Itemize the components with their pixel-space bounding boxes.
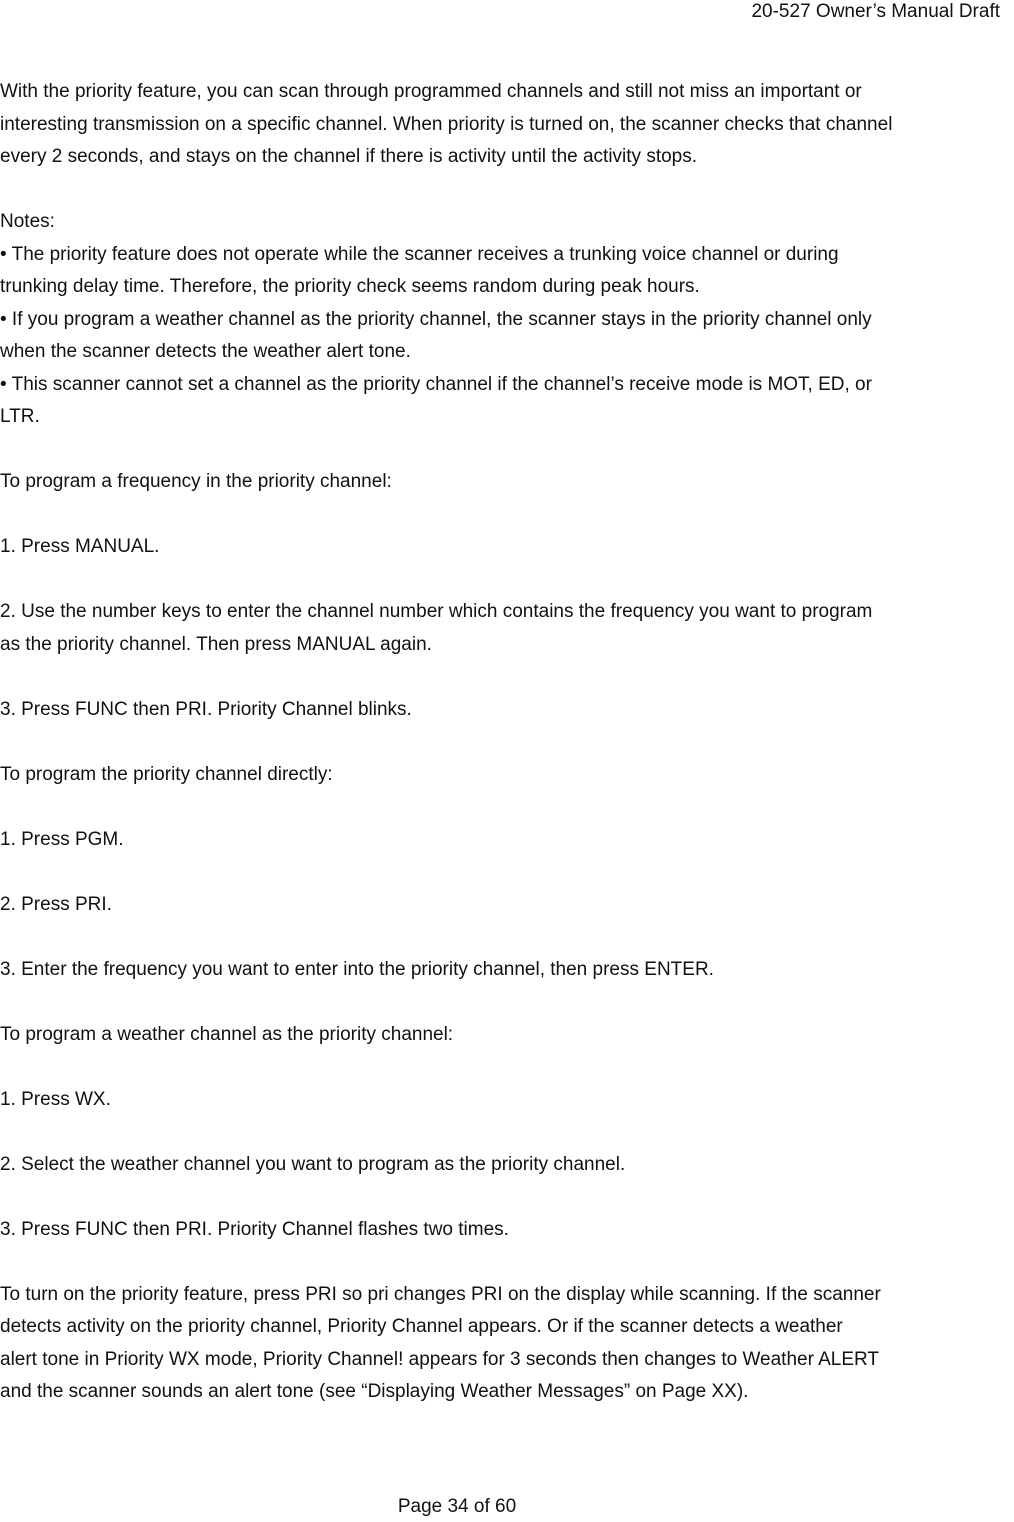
program-direct-step-2: 2. Press PRI. xyxy=(0,893,112,915)
spacer xyxy=(0,921,1012,954)
program-frequency-step-3: 3. Press FUNC then PRI. Priority Channel blinks. xyxy=(0,698,412,720)
turn-on-line-1: To turn on the priority feature, press PRI so pri changes PRI on the display while scanning. If the scanner xyxy=(0,1283,881,1305)
spacer xyxy=(0,1246,1012,1279)
program-frequency-step-1: 1. Press MANUAL. xyxy=(0,536,160,557)
note-3-line-1: • This scanner cannot set a channel as the priority channel if the channel’s receive mode is MOT, ED, or xyxy=(0,373,872,395)
spacer xyxy=(0,499,1012,532)
note-2-line-2: when the scanner detects the weather alert tone. xyxy=(0,341,411,362)
spacer xyxy=(0,661,1012,694)
note-1-line-1: • The priority feature does not operate while the scanner receives a trunking voice channel or during xyxy=(0,243,839,265)
document-header-title: 20-527 Owner’s Manual Draft xyxy=(751,1,1000,22)
spacer xyxy=(0,1051,1012,1084)
program-frequency-step-2-line-2: as the priority channel. Then press MANUAL again. xyxy=(0,633,432,655)
notes-heading: Notes: xyxy=(0,211,55,232)
note-2-line-1: • If you program a weather channel as the priority channel, the scanner stays in the priority channel only xyxy=(0,308,872,330)
spacer xyxy=(0,1181,1012,1214)
program-direct-heading: To program the priority channel directly: xyxy=(0,763,333,785)
program-direct-step-3: 3. Enter the frequency you want to enter into the priority channel, then press ENTER. xyxy=(0,958,714,980)
program-weather-heading: To program a weather channel as the priority channel: xyxy=(0,1023,454,1045)
program-direct-step-1: 1. Press PGM. xyxy=(0,828,124,850)
program-frequency-step-2-line-1: 2. Use the number keys to enter the channel number which contains the frequency you want to program xyxy=(0,601,873,622)
manual-body xyxy=(0,76,1012,1409)
turn-on-line-4: and the scanner sounds an alert tone (see “Displaying Weather Messages” on Page XX). xyxy=(0,1381,749,1402)
note-1-line-2: trunking delay time. Therefore, the priority check seems random during peak hours. xyxy=(0,276,700,297)
spacer xyxy=(0,856,1012,889)
page-number: Page 34 of 60 xyxy=(397,1496,517,1517)
spacer xyxy=(0,791,1012,824)
program-frequency-heading: To program a frequency in the priority channel: xyxy=(0,471,392,492)
turn-on-line-3: alert tone in Priority WX mode, Priority Channel! appears for 3 seconds then changes to Weather ALERT xyxy=(0,1348,880,1370)
spacer xyxy=(0,986,1012,1019)
intro-line-2: interesting transmission on a specific channel. When priority is turned on, the scanner checks that channel xyxy=(0,113,893,135)
program-weather-step-1: 1. Press WX. xyxy=(0,1088,111,1110)
spacer xyxy=(0,434,1012,467)
spacer xyxy=(0,564,1012,597)
program-weather-step-3: 3. Press FUNC then PRI. Priority Channel flashes two times. xyxy=(0,1218,509,1240)
note-3-line-2: LTR. xyxy=(0,406,40,427)
turn-on-line-2: detects activity on the priority channel, Priority Channel appears. Or if the scanner detects a weather xyxy=(0,1316,843,1337)
spacer xyxy=(0,174,1012,207)
program-weather-step-2: 2. Select the weather channel you want to program as the priority channel. xyxy=(0,1153,626,1175)
intro-line-3: every 2 seconds, and stays on the channel if there is activity until the activity stops. xyxy=(0,146,698,167)
intro-line-1: With the priority feature, you can scan through programmed channels and still not miss an important or xyxy=(0,81,862,102)
spacer xyxy=(0,1116,1012,1149)
spacer xyxy=(0,726,1012,759)
